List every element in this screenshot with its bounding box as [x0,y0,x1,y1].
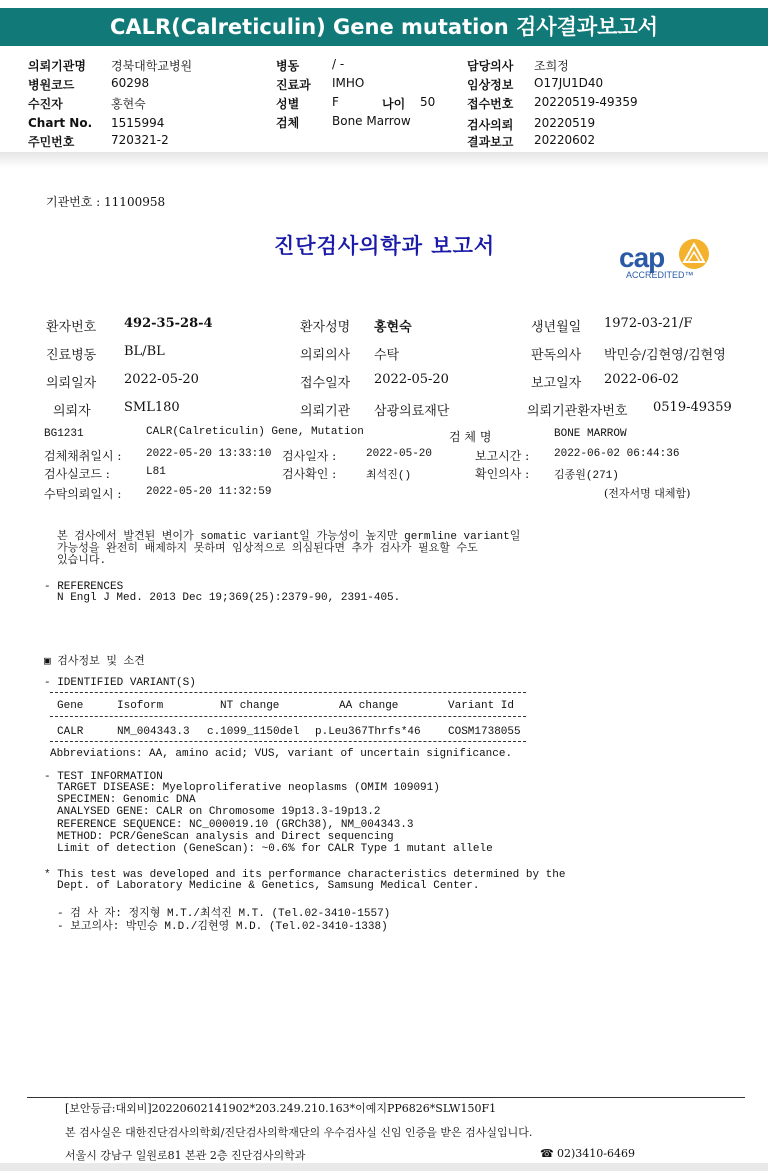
lab-code-label: 검사실코드 : [44,467,110,481]
ordering-doctor-value: 수탁 [374,348,400,363]
variant-col-nt-change: NT change [220,700,280,712]
variant-col-aa-change: AA change [339,700,399,712]
patient-number-label: 환자번호 [46,320,97,335]
confirming-doctor-label: 확인의사 : [475,467,530,481]
request-label: 검사의뢰 [467,118,514,132]
variant-row-nt-change: c.1099_1150del [207,726,300,738]
receipt-date-label: 접수일자 [300,376,351,391]
test-date-value: 2022-05-20 [366,448,433,460]
report-header-title: CALR(Calreticulin) Gene mutation 검사결과보고서 [109,15,659,39]
receipt-date-value: 2022-05-20 [374,372,449,387]
ward-grid-value: BL/BL [124,344,165,359]
electronic-signature-note: (전자서명 대체함) [604,487,691,500]
specimen-label: 검체 [276,116,300,130]
references-citation: N Engl J Med. 2013 Dec 19;369(25):2379-90, 2391-405. [57,592,401,604]
receipt-value: 20220519-49359 [534,95,638,109]
security-level: [보안등급:대외비]20220602141902*203.249.210.163*이예지PP6826*SLW150F1 [65,1102,497,1115]
patient-name-label: 환자성명 [300,320,351,335]
references-heading: - REFERENCES [44,581,124,593]
outsource-time-value: 2022-05-20 11:32:59 [146,486,272,498]
ward-grid-label: 진료병동 [46,348,97,363]
doctor-label: 담당의사 [467,59,514,73]
requesting-institution-label: 의뢰기관 [300,404,351,419]
test-date-label: 검사일자 : [282,449,337,463]
institution-patient-number-value: 0519-49359 [653,400,732,415]
report-date-value: 2022-06-02 [604,372,679,387]
cap-logo-subtext: ACCREDITED™ [626,270,694,280]
requester-label: 의뢰자 [53,404,91,419]
dept-value: IMHO [332,76,365,90]
footer-rule [27,1097,745,1098]
ward-value: / - [332,57,345,71]
notice-line-3: 있습니다. [57,555,107,567]
result-value: 20220602 [534,133,596,147]
reference-sequence: REFERENCE SEQUENCE: NC_000019.10 (GRCh38), NM_004343.3 [57,819,414,831]
rrn-value: 720321-2 [111,133,169,147]
collection-time-value: 2022-05-20 13:33:10 [146,448,272,460]
birthdate-value: 1972-03-21/F [604,316,693,331]
specimen-name-value: BONE MARROW [554,428,627,440]
reading-doctor-value: 박민승/김현영/김현영 [604,348,726,363]
test-confirm-label: 검사확인 : [282,467,337,481]
lab-phone: 02)3410-6469 [557,1147,635,1160]
variant-col-gene: Gene [57,700,84,712]
variant-row-aa-change: p.Leu367Thrfs*46 [315,726,421,738]
age-value: 50 [420,95,436,109]
analysed-gene: ANALYSED GENE: CALR on Chromosome 19p13.3-19p13.2 [57,806,381,818]
variant-table-top-rule [50,692,526,693]
lab-address: 서울시 강남구 일원로81 본관 2층 진단검사의학과 [65,1149,306,1162]
patient-label: 수진자 [28,97,63,111]
result-label: 결과보고 [467,135,514,149]
certification-note: 본 검사실은 대한진단검사의학회/진단검사의학재단의 우수검사실 신임 인증을 받은 검사실입니다. [65,1126,533,1139]
age-label: 나이 [382,97,406,111]
request-value: 20220519 [534,116,596,130]
institution-number: 기관번호 : 11100958 [46,195,166,209]
chart-value: 1515994 [111,116,165,130]
specimen-name-label: 검 체 명 [449,430,492,444]
ordering-doctor-label: 의뢰의사 [300,348,351,363]
variant-col-variant-id: Variant Id [448,700,515,712]
report-time-label: 보고시간 : [475,449,530,463]
confirming-doctor-value: 김종원(271) [554,470,619,482]
reporting-doctor-line: - 보고의사: 박민승 M.D./김현영 M.D. (Tel.02-3410-1338) [57,921,388,933]
test-confirm-value: 최석진() [366,470,412,482]
outsource-time-label: 수탁의뢰일시 : [44,487,122,501]
patient-value: 홍현숙 [111,97,146,111]
abbreviations: Abbreviations: AA, amino acid; VUS, variant of uncertain significance. [50,748,513,760]
report-date-label: 보고일자 [531,376,582,391]
request-date-label: 의뢰일자 [46,376,97,391]
lab-code-value: L81 [146,466,166,478]
reading-doctor-label: 판독의사 [531,348,582,363]
report-time-value: 2022-06-02 06:44:36 [554,448,680,460]
variant-row-variant-id: COSM1738055 [448,726,521,738]
request-date-value: 2022-05-20 [124,372,199,387]
ward-label: 병동 [276,59,300,73]
identified-variants-heading: - IDENTIFIED VARIANT(S) [44,677,196,689]
specimen-type: SPECIMEN: Genomic DNA [57,794,196,806]
variant-row-isoform: NM_004343.3 [117,726,190,738]
disclaimer-line-2: Dept. of Laboratory Medicine & Genetics, Samsung Medical Center. [57,880,480,892]
variant-row-gene: CALR [57,726,84,738]
test-information-heading: - TEST INFORMATION [44,771,163,783]
variant-table-header-rule [50,716,526,717]
specimen-value: Bone Marrow [332,114,411,128]
clinical-value: O17JU1D40 [534,76,604,90]
cap-accredited-logo [618,236,718,284]
requesting-institution-value: 삼광의료재단 [374,404,450,419]
hospital-value: 경북대학교병원 [111,59,193,73]
variant-table-bottom-rule [50,741,526,742]
test-info-section-heading: ▣ 검사정보 및 소견 [44,656,145,668]
hospital-label: 의뢰기관명 [28,59,86,73]
requester-value: SML180 [124,400,180,415]
limit-of-detection: Limit of detection (GeneScan): ~0.6% for CALR Type 1 mutant allele [57,843,493,855]
sex-label: 성별 [276,97,300,111]
method: METHOD: PCR/GeneScan analysis and Direct sequencing [57,831,394,843]
birthdate-label: 생년월일 [531,320,582,335]
collection-time-label: 검체채취일시 : [44,449,122,463]
test-code: BG1231 [44,428,84,440]
report-title: 진단검사의학과 보고서 [274,233,496,258]
phone-icon: ☎ [540,1147,554,1160]
bottom-strip [0,1163,768,1171]
variant-col-isoform: Isoform [117,700,164,712]
notice-line-1: 본 검사에서 발견된 변이가 somatic variant일 가능성이 높지만 germline variant일 [57,531,521,543]
patient-number-value: 492-35-28-4 [124,316,213,331]
clinical-label: 임상정보 [467,78,514,92]
receipt-label: 접수번호 [467,97,514,111]
hospcode-value: 60298 [111,76,150,90]
test-name: CALR(Calreticulin) Gene, Mutation [146,426,364,438]
dept-label: 진료과 [276,78,311,92]
chart-label: Chart No. [28,116,93,130]
institution-patient-number-label: 의뢰기관환자번호 [527,404,628,419]
target-disease: TARGET DISEASE: Myeloproliferative neoplasms (OMIM 109091) [57,782,440,794]
rrn-label: 주민번호 [28,135,75,149]
header-divider [0,152,768,168]
notice-line-2: 가능성을 완전히 배제하지 못하며 임상적으로 의심된다면 추가 검사가 필요할 수도 [57,543,478,555]
disclaimer-line-1: * This test was developed and its performance characteristics determined by the [44,869,566,881]
sex-value: F [332,95,339,109]
cap-logo-text: cap [619,242,665,273]
patient-name-value: 홍현숙 [374,320,412,335]
tester-line: - 검 사 자: 정지형 M.T./최석진 M.T. (Tel.02-3410-1557) [57,908,391,920]
doctor-value: 조희정 [534,59,569,73]
hospcode-label: 병원코드 [28,78,75,92]
